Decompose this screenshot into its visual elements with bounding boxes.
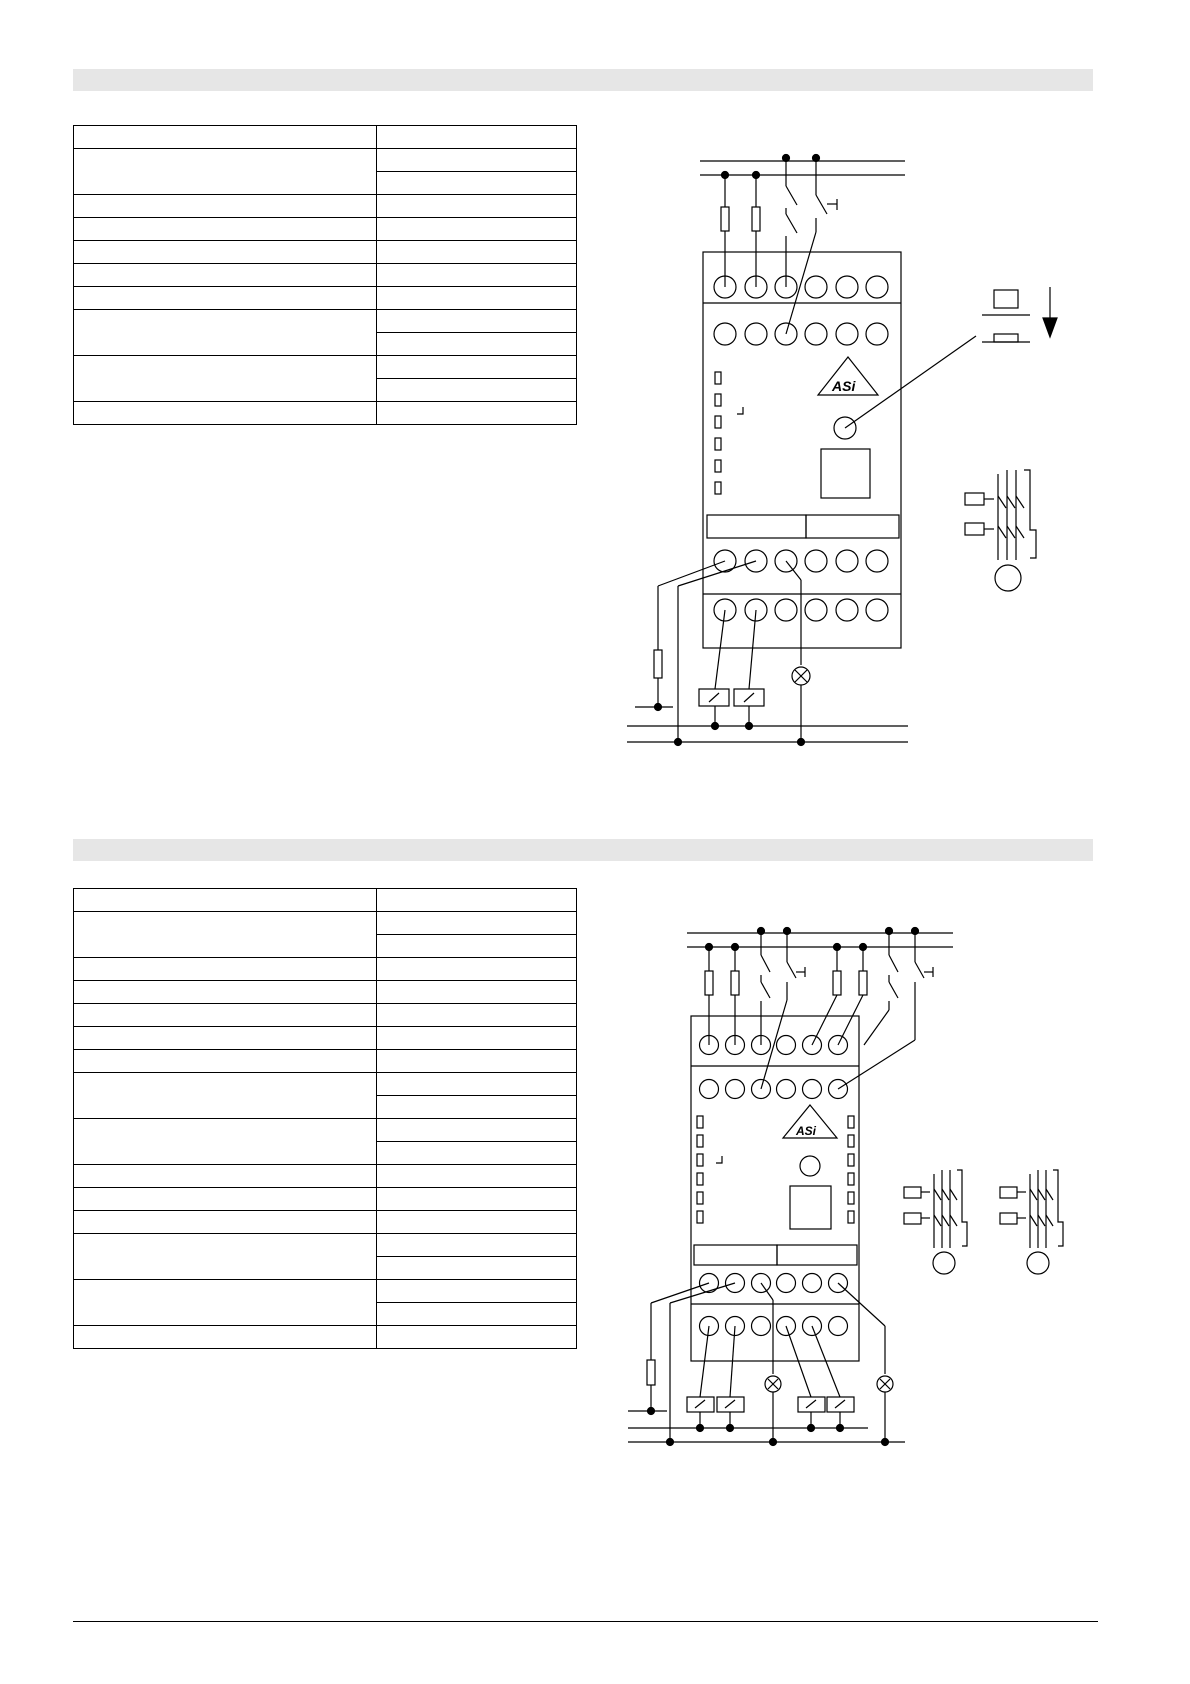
asi-logo-2	[783, 1105, 837, 1138]
svg-text:ASi: ASi	[796, 1124, 817, 1138]
wiring-diagram-1	[627, 155, 1057, 746]
svg-text:ASi: ASi	[832, 378, 856, 394]
asi-logo	[818, 357, 878, 395]
footer-rule	[73, 1621, 1098, 1622]
wiring-diagram-2	[628, 928, 1063, 1446]
